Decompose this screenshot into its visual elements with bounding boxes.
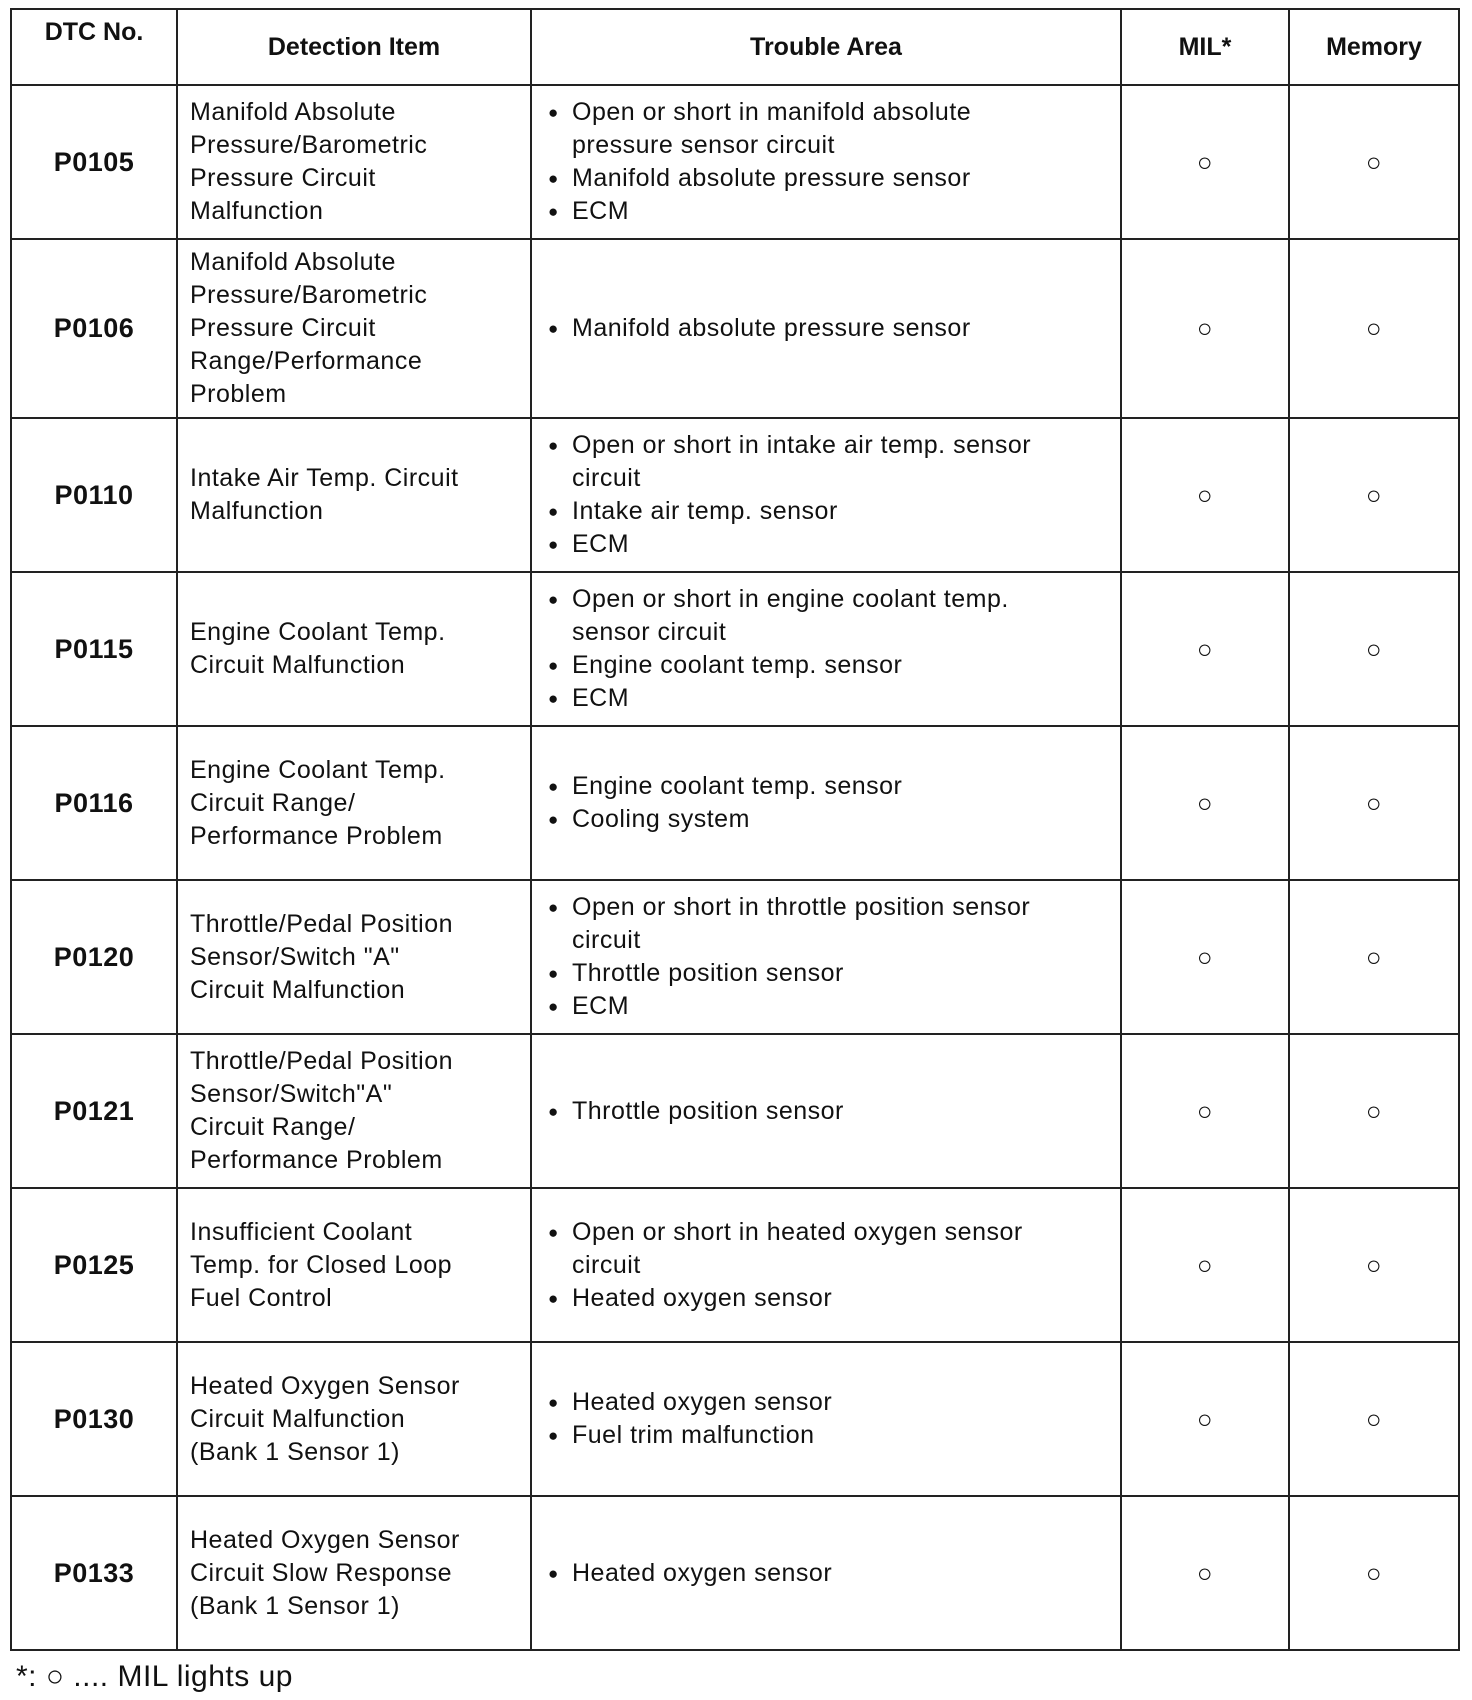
trouble-area: [531, 726, 1121, 880]
memory-mark: ○: [1289, 1342, 1459, 1496]
table-row: [11, 1342, 1459, 1496]
dtc-code: P0130: [11, 1342, 177, 1496]
table-row: [11, 418, 1459, 572]
table-row: [11, 1034, 1459, 1188]
detection-item: [177, 572, 531, 726]
detection-item: [177, 726, 531, 880]
dtc-code: P0105: [11, 85, 177, 239]
trouble-area-list: [544, 770, 1108, 836]
detection-item: [177, 85, 531, 239]
dtc-code: P0116: [11, 726, 177, 880]
memory-mark: ○: [1289, 1034, 1459, 1188]
detection-item: [177, 418, 531, 572]
table-row: [11, 1496, 1459, 1650]
detection-item-text: Throttle/Pedal Position Sensor/Switch"A" Circuit Range/ Performance Problem: [190, 1047, 454, 1174]
trouble-area-item: ● Heated oxygen sensor: [544, 1557, 1108, 1590]
memory-mark: ○: [1289, 880, 1459, 1034]
trouble-area-item: ● Open or short in intake air temp. sensor circuit: [544, 429, 1108, 495]
detection-item: [177, 1342, 531, 1496]
detection-item: [177, 1034, 531, 1188]
trouble-area-item: ● ECM: [544, 682, 1108, 715]
mil-mark: ○: [1121, 880, 1289, 1034]
trouble-area-list: [544, 583, 1108, 715]
trouble-area-item: ● Open or short in manifold absolute pressure sensor circuit: [544, 96, 1108, 162]
trouble-area-list: [544, 1216, 1108, 1315]
mil-mark: ○: [1121, 418, 1289, 572]
memory-mark: ○: [1289, 85, 1459, 239]
trouble-area: [531, 239, 1121, 418]
mil-mark: ○: [1121, 1188, 1289, 1342]
detection-item-text: Manifold Absolute Pressure/Barometric Pressure Circuit Range/Performance Problem: [190, 248, 428, 408]
detection-item-text: Heated Oxygen Sensor Circuit Malfunction (Bank 1 Sensor 1): [190, 1371, 460, 1466]
memory-mark: ○: [1289, 726, 1459, 880]
header-trouble-area: Trouble Area: [531, 9, 1121, 85]
trouble-area: [531, 1034, 1121, 1188]
dtc-table: [10, 8, 1460, 1651]
trouble-area-item: ● Heated oxygen sensor: [544, 1386, 1108, 1419]
trouble-area: [531, 85, 1121, 239]
trouble-area-item: ● Manifold absolute pressure sensor: [544, 312, 1108, 345]
mil-mark: ○: [1121, 1496, 1289, 1650]
header-detection-item: Detection Item: [177, 9, 531, 85]
trouble-area: [531, 880, 1121, 1034]
dtc-code: P0106: [11, 239, 177, 418]
header-memory: Memory: [1289, 9, 1459, 85]
mil-mark: ○: [1121, 239, 1289, 418]
trouble-area-item: ● ECM: [544, 990, 1108, 1023]
table-row: [11, 572, 1459, 726]
memory-mark: ○: [1289, 1188, 1459, 1342]
detection-item-text: Engine Coolant Temp. Circuit Malfunction: [190, 618, 446, 679]
trouble-area-item: ● Open or short in heated oxygen sensor circuit: [544, 1216, 1108, 1282]
header-mil: MIL*: [1121, 9, 1289, 85]
detection-item-text: Manifold Absolute Pressure/Barometric Pressure Circuit Malfunction: [190, 98, 428, 225]
table-row: [11, 1188, 1459, 1342]
trouble-area: [531, 1496, 1121, 1650]
dtc-code: P0110: [11, 418, 177, 572]
trouble-area: [531, 418, 1121, 572]
trouble-area-list: [544, 1095, 1108, 1128]
detection-item-text: Engine Coolant Temp. Circuit Range/ Performance Problem: [190, 755, 446, 850]
detection-item: [177, 1188, 531, 1342]
dtc-code: P0115: [11, 572, 177, 726]
memory-mark: ○: [1289, 572, 1459, 726]
trouble-area-item: ● Open or short in engine coolant temp. sensor circuit: [544, 583, 1108, 649]
detection-item-text: Intake Air Temp. Circuit Malfunction: [190, 464, 459, 525]
detection-item-text: Throttle/Pedal Position Sensor/Switch "A" Circuit Malfunction: [190, 909, 454, 1004]
table-row: [11, 880, 1459, 1034]
trouble-area-list: [544, 312, 1108, 345]
dtc-code: P0133: [11, 1496, 177, 1650]
footnote-text: MIL lights up: [117, 1660, 293, 1693]
trouble-area-item: ● Cooling system: [544, 803, 1108, 836]
detection-item: [177, 880, 531, 1034]
trouble-area-item: ● Heated oxygen sensor: [544, 1282, 1108, 1315]
table-row: [11, 239, 1459, 418]
mil-mark: ○: [1121, 572, 1289, 726]
detection-item: [177, 1496, 531, 1650]
mil-mark: ○: [1121, 726, 1289, 880]
detection-item-text: Heated Oxygen Sensor Circuit Slow Response (Bank 1 Sensor 1): [190, 1525, 460, 1620]
trouble-area: [531, 572, 1121, 726]
trouble-area: [531, 1188, 1121, 1342]
memory-mark: ○: [1289, 1496, 1459, 1650]
trouble-area-item: ● Throttle position sensor: [544, 1095, 1108, 1128]
trouble-area-item: ● Open or short in throttle position sensor circuit: [544, 891, 1108, 957]
trouble-area-item: ● Intake air temp. sensor: [544, 495, 1108, 528]
mil-mark: ○: [1121, 1034, 1289, 1188]
dtc-code: P0125: [11, 1188, 177, 1342]
mil-mark: ○: [1121, 85, 1289, 239]
table-header-row: [11, 9, 1459, 85]
detection-item: [177, 239, 531, 418]
trouble-area-item: ● Throttle position sensor: [544, 957, 1108, 990]
footnote-prefix: *: ○ ....: [16, 1660, 109, 1693]
detection-item-text: Insufficient Coolant Temp. for Closed Loop Fuel Control: [190, 1217, 453, 1312]
memory-mark: ○: [1289, 239, 1459, 418]
trouble-area-item: ● ECM: [544, 195, 1108, 228]
trouble-area-list: [544, 429, 1108, 561]
dtc-code: P0120: [11, 880, 177, 1034]
memory-mark: ○: [1289, 418, 1459, 572]
mil-mark: ○: [1121, 1342, 1289, 1496]
trouble-area-item: ● ECM: [544, 528, 1108, 561]
header-dtc-no: DTC No.: [11, 9, 177, 85]
trouble-area-item: ● Manifold absolute pressure sensor: [544, 162, 1108, 195]
trouble-area-item: ● Fuel trim malfunction: [544, 1419, 1108, 1452]
table-row: [11, 85, 1459, 239]
footnote: [16, 1660, 293, 1694]
trouble-area-list: [544, 96, 1108, 228]
table-row: [11, 726, 1459, 880]
trouble-area-list: [544, 1557, 1108, 1590]
trouble-area-item: ● Engine coolant temp. sensor: [544, 770, 1108, 803]
trouble-area: [531, 1342, 1121, 1496]
trouble-area-list: [544, 1386, 1108, 1452]
trouble-area-list: [544, 891, 1108, 1023]
dtc-code: P0121: [11, 1034, 177, 1188]
trouble-area-item: ● Engine coolant temp. sensor: [544, 649, 1108, 682]
